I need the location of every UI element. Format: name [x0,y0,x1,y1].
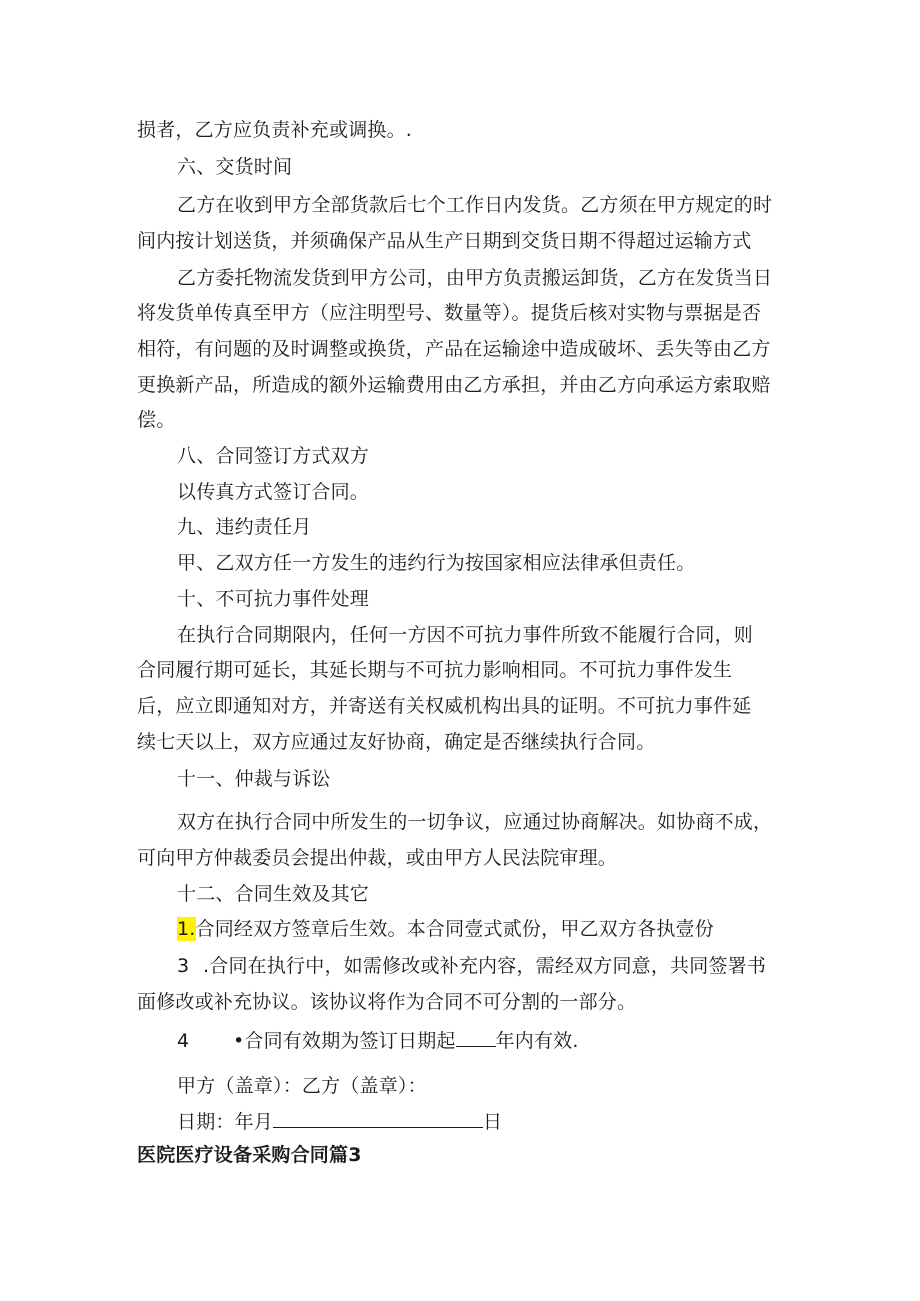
paragraph-line: 双方在执行合同中所发生的一切争议，应通过协商解决。如协商不成， [177,811,773,833]
item-text: .合同在执行中，如需修改或补充内容，需经双方同意，共同签署书 [203,955,767,977]
item-text: •合同有效期为签订日期起 [233,1030,456,1052]
item-text: 年内有效. [495,1030,579,1052]
paragraph-line: 乙方委托物流发货到甲方公司，由甲方负责搬运卸货，乙方在发货当日 [177,267,773,289]
section-heading: 十二、合同生效及其它 [177,883,370,905]
paragraph-line: 将发货单传真至甲方（应注明型号、数量等）。提货后核对实物与票据是否 [137,302,762,324]
date-end: 日 [483,1111,503,1133]
paragraph-line: 可向甲方仲裁委员会提出仲裁，或由甲方人民法院审理。 [137,847,618,869]
paragraph-line: 乙方在收到甲方全部货款后七个工作日内发货。乙方须在甲方规定的时 [177,194,773,216]
paragraph-line: 在执行合同期限内，任何一方因不可抗力事件所致不能履行合同，则 [177,624,754,646]
signature-line: 甲方（盖章）：乙方（盖章）： [177,1075,427,1097]
section-heading: 六、交货时间 [177,156,293,178]
section-heading: 十、不可抗力事件处理 [177,588,370,610]
paragraph-line: 后，应立即通知对方，并寄送有关权威机构出具的证明。不可抗力事件延 [137,695,752,717]
paragraph-line: 以传真方式签订合同。 [177,481,370,503]
paragraph-line: 续七天以上，双方应通过友好协商，确定是否继续执行合同。 [137,731,656,753]
paragraph-line: 面修改或补充协议。该协议将作为合同不可分割的一部分。 [137,991,637,1013]
section-heading: 九、违约责任月 [177,516,312,538]
contract-item-4 [177,1028,579,1053]
date-label: 日期：年月 [177,1111,274,1133]
next-section-title: 医院医疗设备采购合同篇3 [137,1144,362,1166]
item-number-highlighted: 1. [177,918,196,940]
date-line [177,1109,502,1134]
paragraph-line: 损者，乙方应负责补充或调换。. [137,119,413,141]
paragraph-line: 偿。 [137,409,176,431]
paragraph-line: 甲、乙双方任一方发生的违约行为按国家相应法律承但责任。 [177,552,696,574]
contract-item-1 [177,917,714,941]
paragraph-line: 间内按计划送货，并须确保产品从生产日期到交货日期不得超过运输方式 [137,230,752,252]
paragraph-line: 合同履行期可延长，其延长期与不可抗力影响相同。不可抗力事件发生 [137,659,733,681]
contract-item-3 [177,954,766,978]
item-text: 合同经双方签章后生效。本合同壹式贰份，甲乙双方各执壹份 [195,918,714,940]
item-number: 3 [177,955,190,977]
paragraph-line: 更换新产品，所造成的额外运输费用由乙方承担，并由乙方向承运方索取赔 [137,374,771,396]
blank-underline [456,1028,496,1047]
section-heading: 八、合同签订方式双方 [177,445,370,467]
date-blank-underline [273,1109,483,1128]
paragraph-line: 相符，有问题的及时调整或换货，产品在运输途中造成破坏、丢失等由乙方 [137,338,771,360]
item-number: 4 [177,1030,190,1052]
section-heading: 十一、仲裁与诉讼 [177,768,331,790]
